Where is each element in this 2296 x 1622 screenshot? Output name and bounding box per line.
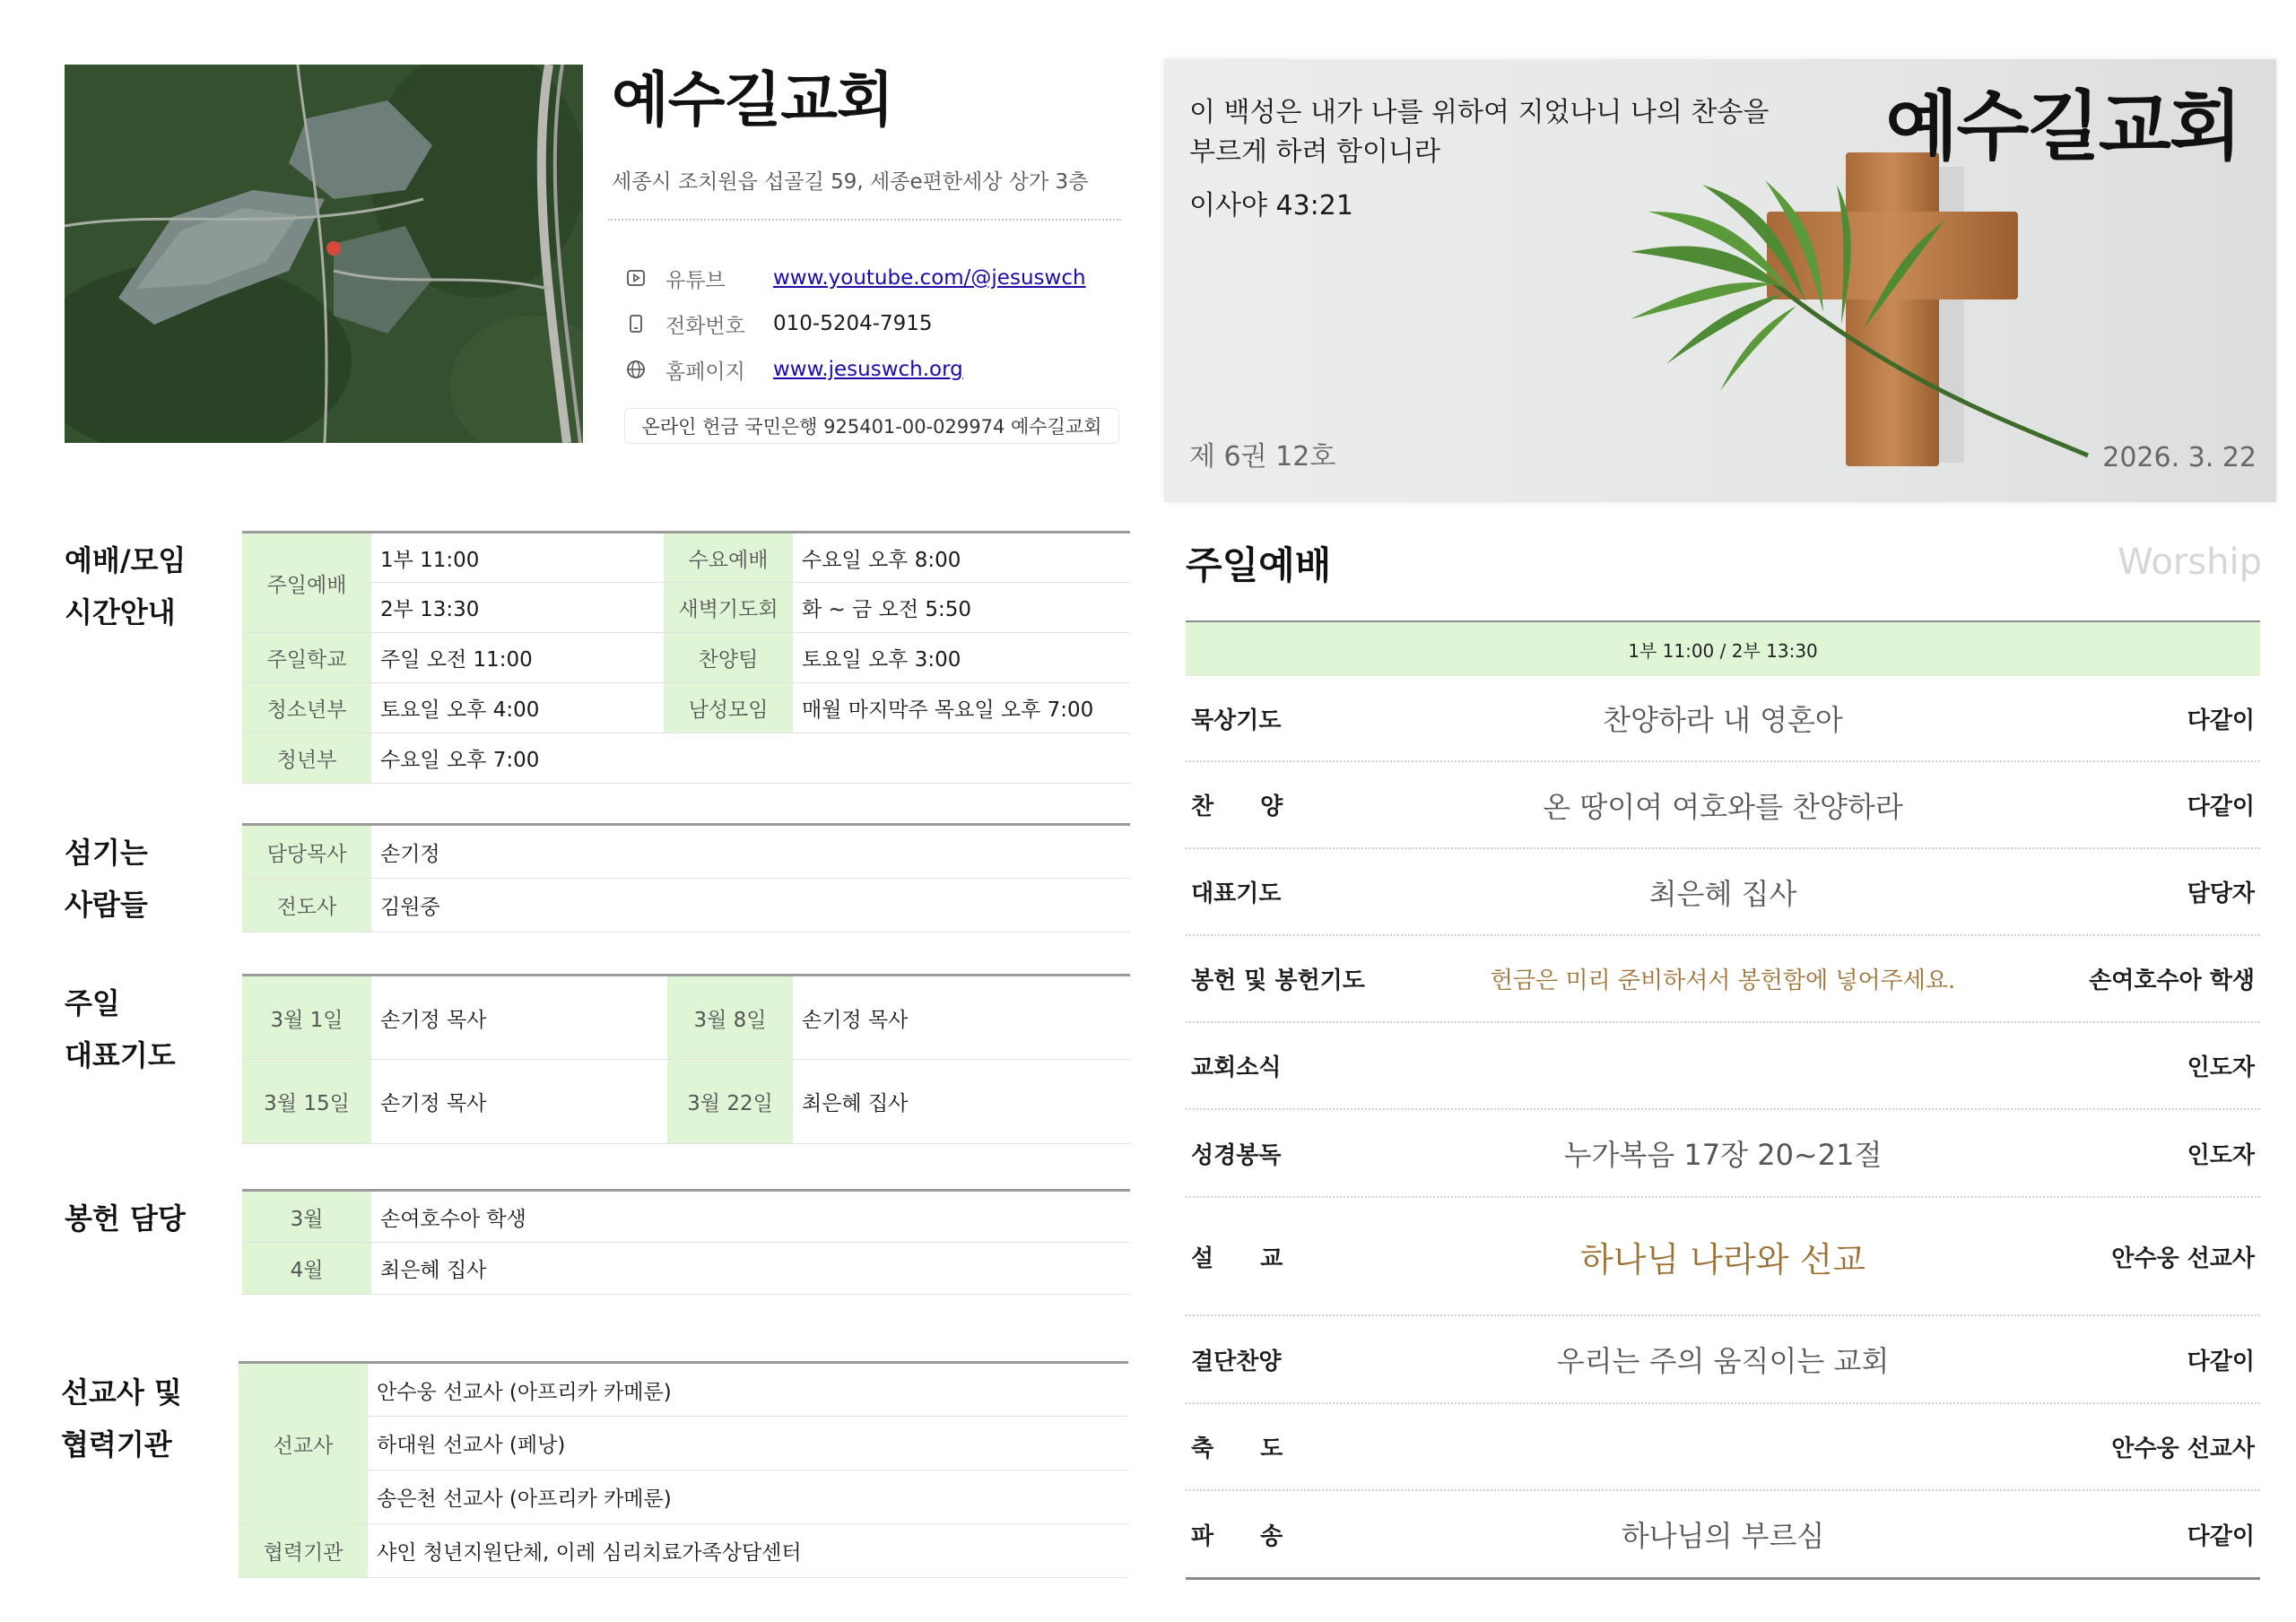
pastor-name: 손기정 <box>371 825 1130 879</box>
order-content: 최은혜 집사 <box>1648 876 1797 911</box>
bulletin-date: 2026. 3. 22 <box>2102 442 2257 473</box>
prayer-date: 3월 15일 <box>242 1060 371 1144</box>
order-leader: 담당자 <box>2187 880 2255 907</box>
title-line: 선교사 및 <box>61 1375 182 1409</box>
mens-meeting-label: 남성모임 <box>664 683 793 733</box>
order-item <box>1186 849 2260 936</box>
worship-subtitle: Worship <box>2118 542 2262 583</box>
location-map <box>65 65 583 443</box>
title-line: 주일 <box>65 986 120 1020</box>
online-offering-account: 온라인 헌금 국민은행 925401-00-029974 예수길교회 <box>624 408 1119 444</box>
section-title-prayer <box>65 977 176 1081</box>
order-label: 봉헌 및 봉헌기도 <box>1191 967 1365 994</box>
missionary-label: 선교사 <box>239 1363 368 1524</box>
sunday-school-time: 주일 오전 11:00 <box>371 633 664 683</box>
evangelist-label: 전도사 <box>242 879 371 932</box>
order-content: 온 땅이여 여호와를 찬양하라 <box>1543 789 1903 824</box>
order-label: 축 도 <box>1191 1436 1283 1462</box>
title-line: 시간안내 <box>65 595 176 629</box>
order-item <box>1186 1110 2260 1198</box>
order-leader: 다같이 <box>2187 1522 2255 1550</box>
order-label: 결단찬양 <box>1191 1348 1282 1375</box>
order-item <box>1186 676 2260 762</box>
wednesday-worship-time: 수요일 오후 8:00 <box>793 533 1130 583</box>
church-address: 세종시 조치원읍 섭골길 59, 세종e편한세상 상가 3층 <box>612 170 1089 194</box>
order-label: 교회소식 <box>1191 1054 1282 1081</box>
order-leader: 인도자 <box>2187 1141 2255 1169</box>
prayer-date: 3월 8일 <box>667 976 793 1060</box>
order-label: 묵상기도 <box>1191 707 1282 734</box>
contact-youtube <box>624 262 1126 294</box>
contact-homepage <box>624 353 1126 386</box>
divider <box>608 219 1121 221</box>
order-content: 하나님의 부르심 <box>1621 1519 1825 1553</box>
young-adult-label: 청년부 <box>242 733 371 784</box>
missionary-name: 안수웅 선교사 (아프리카 카메룬) <box>368 1363 1128 1417</box>
title-line: 섬기는 <box>65 836 148 870</box>
schedule-table <box>242 531 1130 784</box>
order-leader: 다같이 <box>2187 794 2255 820</box>
missions-table <box>239 1361 1128 1578</box>
dawn-prayer-label: 새벽기도회 <box>664 583 793 633</box>
dawn-prayer-time: 화 ~ 금 오전 5:50 <box>793 583 1130 633</box>
order-label: 설 교 <box>1191 1245 1283 1272</box>
youth-label: 청소년부 <box>242 683 371 733</box>
prayer-leader: 손기정 목사 <box>371 1060 667 1144</box>
bulletin-cover <box>1164 59 2276 502</box>
verse-line: 부르게 하려 함이니라 <box>1189 136 1440 168</box>
contact-label: 전화번호 <box>665 314 745 338</box>
order-item <box>1186 1023 2260 1110</box>
offering-month: 3월 <box>242 1191 371 1243</box>
order-leader: 안수웅 선교사 <box>2111 1245 2255 1272</box>
offering-duty-table <box>242 1189 1130 1295</box>
order-item <box>1186 762 2260 849</box>
contact-phone <box>624 308 1126 340</box>
partner-organizations: 샤인 청년지원단체, 이레 심리치료가족상담센터 <box>368 1524 1128 1578</box>
order-item <box>1186 1491 2260 1580</box>
order-item <box>1186 1198 2260 1316</box>
section-title-missions <box>61 1366 182 1470</box>
partner-label: 협력기관 <box>239 1524 368 1578</box>
missionary-name: 하대원 선교사 (페낭) <box>368 1417 1128 1470</box>
young-adult-time: 수요일 오후 7:00 <box>371 733 1130 784</box>
order-leader: 안수웅 선교사 <box>2111 1436 2255 1462</box>
offering-month: 4월 <box>242 1243 371 1295</box>
title-line: 대표기도 <box>65 1038 176 1072</box>
verse-reference: 이사야 43:21 <box>1189 190 1353 221</box>
wednesday-worship-label: 수요예배 <box>664 533 793 583</box>
mens-meeting-time: 매월 마지막주 목요일 오후 7:00 <box>793 683 1130 733</box>
order-item <box>1186 936 2260 1023</box>
order-label: 파 송 <box>1191 1522 1283 1550</box>
prayer-leader: 최은혜 집사 <box>793 1060 1130 1144</box>
church-title: 예수길교회 <box>612 65 893 134</box>
order-item <box>1186 1404 2260 1491</box>
offering-person: 최은혜 집사 <box>371 1243 1130 1295</box>
servants-table <box>242 823 1130 932</box>
youtube-icon <box>624 266 648 290</box>
pastor-label: 담당목사 <box>242 825 371 879</box>
order-content: 찬양하라 내 영혼아 <box>1603 703 1843 737</box>
contact-label: 홈페이지 <box>665 360 745 384</box>
cover-title: 예수길교회 <box>1885 82 2240 170</box>
verse-line: 이 백성은 내가 나를 위하여 지었나니 나의 찬송을 <box>1189 97 1770 128</box>
sunday-2nd-time: 2부 13:30 <box>371 583 664 633</box>
title-line: 사람들 <box>65 888 148 922</box>
prayer-leader: 손기정 목사 <box>371 976 667 1060</box>
section-title-servants <box>65 827 148 931</box>
bible-verse <box>1189 93 1799 172</box>
prayer-date: 3월 1일 <box>242 976 371 1060</box>
praise-team-time: 토요일 오후 3:00 <box>793 633 1130 683</box>
order-label: 대표기도 <box>1191 880 1282 907</box>
order-content: 누가복음 17장 20~21절 <box>1563 1138 1883 1172</box>
youth-time: 토요일 오후 4:00 <box>371 683 664 733</box>
prayer-leader: 손기정 목사 <box>793 976 1130 1060</box>
volume-number: 제 6권 12호 <box>1189 441 1336 473</box>
order-leader: 인도자 <box>2187 1054 2255 1081</box>
globe-icon <box>624 358 648 381</box>
prayer-table <box>242 974 1130 1144</box>
homepage-link[interactable]: www.jesuswch.org <box>773 358 963 381</box>
missionary-name: 송은천 선교사 (아프리카 카메룬) <box>368 1470 1128 1524</box>
sunday-1st-time: 1부 11:00 <box>371 533 664 583</box>
title-line: 예배/모임 <box>65 543 187 577</box>
phone-icon <box>624 312 648 335</box>
worship-times: 1부 11:00 / 2부 13:30 <box>1186 620 2260 676</box>
youtube-link[interactable]: www.youtube.com/@jesuswch <box>773 266 1086 290</box>
section-title-schedule <box>65 534 186 638</box>
sunday-worship-label: 주일예배 <box>242 533 371 633</box>
order-label: 찬 양 <box>1191 794 1283 820</box>
contact-label: 유튜브 <box>665 268 726 292</box>
title-line: 협력기관 <box>61 1427 172 1462</box>
order-label: 성경봉독 <box>1191 1141 1282 1169</box>
order-leader: 다같이 <box>2187 707 2255 734</box>
sunday-school-label: 주일학교 <box>242 633 371 683</box>
order-leader: 손여호수아 학생 <box>2089 967 2255 994</box>
order-leader: 다같이 <box>2187 1348 2255 1375</box>
praise-team-label: 찬양팀 <box>664 633 793 683</box>
worship-title: 주일예배 <box>1186 543 1332 587</box>
section-title-offering-duty: 봉헌 담당 <box>65 1201 186 1236</box>
offering-person: 손여호수아 학생 <box>371 1191 1130 1243</box>
phone-number: 010-5204-7915 <box>773 312 933 335</box>
order-item <box>1186 1316 2260 1404</box>
order-content: 우리는 주의 움직이는 교회 <box>1556 1344 1890 1378</box>
sermon-title: 하나님 나라와 선교 <box>1580 1239 1866 1279</box>
offering-notice: 헌금은 미리 준비하셔서 봉헌함에 넣어주세요. <box>1490 967 1956 994</box>
evangelist-name: 김원중 <box>371 879 1130 932</box>
prayer-date: 3월 22일 <box>667 1060 793 1144</box>
